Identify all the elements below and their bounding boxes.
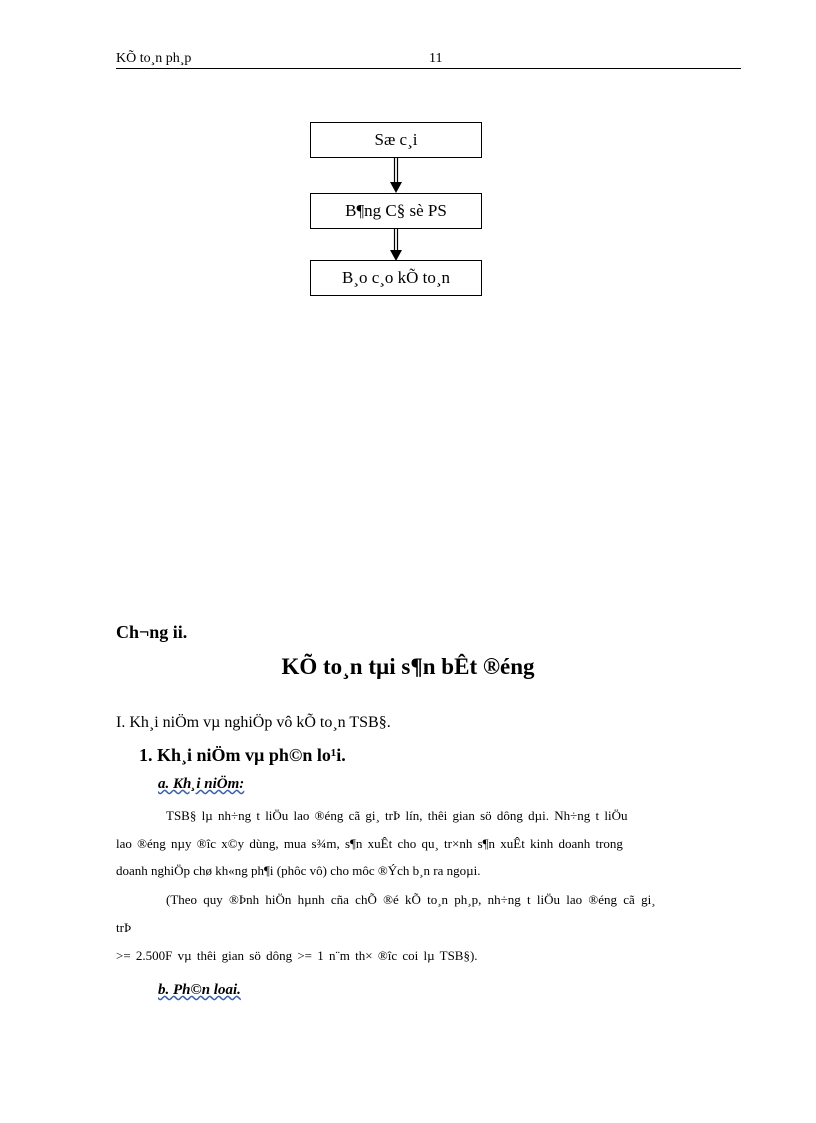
chapter-label: Ch¬ng ii. — [116, 622, 188, 642]
chapter-title: KÕ to¸n tµi s¶n bÊt ®éng — [281, 654, 535, 679]
paragraph-line: lao ®éng nµy ®îc x©y dùng, mua s¾m, s¶n xuÊt cho qu¸ tr×nh s¶n xuÊt kinh doanh trong — [116, 836, 623, 851]
flowchart-arrow-1 — [388, 158, 404, 193]
section-heading: I. Kh¸i niÖm vµ nghiÖp vô kÕ to¸n TSB§. — [116, 714, 391, 731]
header-title: KÕ to¸n ph¸p — [116, 51, 192, 66]
flowchart-arrow-2 — [388, 229, 404, 261]
flowchart-box-ledger: Sæ c¸i — [310, 122, 482, 158]
paragraph-line: >= 2.500F vµ thêi gian sö dông >= 1 n¨m th× ®îc coi lµ TSB§). — [116, 948, 478, 963]
paragraph-line: doanh nghiÖp chø kh«ng ph¶i (phôc vô) cho môc ®Ých b¸n ra ngoµi. — [116, 863, 481, 878]
page-number: 11 — [429, 51, 443, 66]
paragraph-line: (Theo quy ®Þnh hiÖn hµnh cña chÕ ®é kÕ to¸n ph¸p, nh÷ng t liÖu lao ®éng cã gi¸ — [166, 892, 656, 907]
subsection-heading: 1. Kh¸i niÖm vµ ph©n lo¹i. — [139, 745, 346, 765]
flowchart-box-balance: B¶ng C§ sè PS — [310, 193, 482, 229]
page-header — [116, 50, 741, 69]
paragraph-line: trÞ — [116, 920, 132, 935]
subsection-a-heading: a. Kh¸i niÖm: — [158, 776, 245, 792]
subsection-b-heading: b. Ph©n loai. — [158, 982, 241, 998]
paragraph-line: TSB§ lµ nh÷ng t liÖu lao ®éng cã gi¸ trÞ lín, thêi gian sö dông dµi. Nh÷ng t liÖu — [166, 808, 628, 823]
flowchart-box-report: B¸o c¸o kÕ to¸n — [310, 260, 482, 296]
